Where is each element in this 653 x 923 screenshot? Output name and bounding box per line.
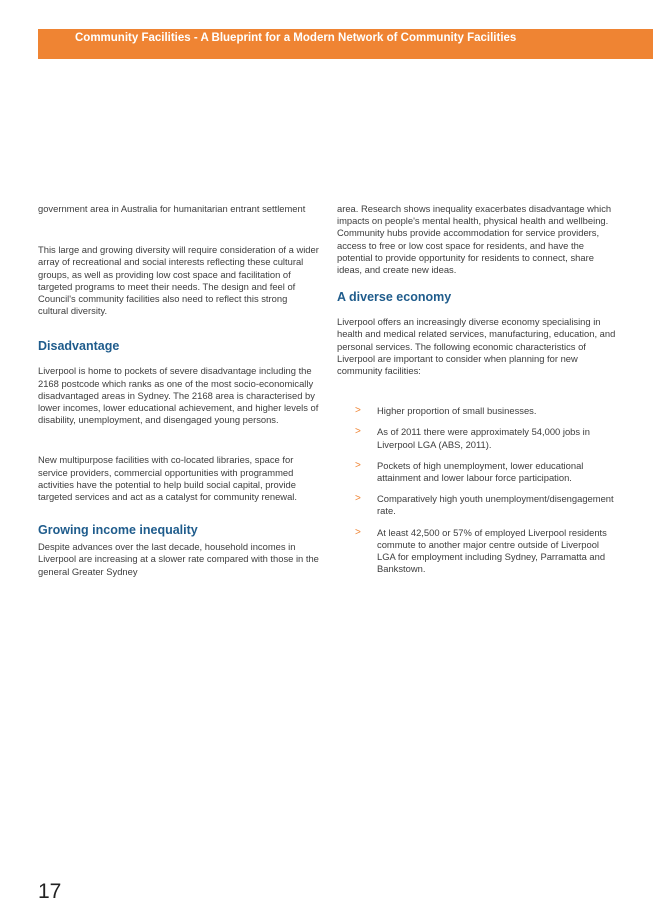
bullet-item [337,405,619,417]
bullet-text: Comparatively high youth unemployment/disengagement rate. [377,493,614,517]
disadvantage-heading: Disadvantage [38,339,120,354]
income-heading: Growing income inequality [38,523,198,538]
chevron-right-icon: > [355,426,361,438]
bullet-text: Pockets of high unemployment, lower educational attainment and lower labour force participation. [377,459,584,484]
economy-para: Liverpool offers an increasingly diverse economy specialising in health and medical related services, manufacturing, education, and personal services. The following economic characteristics of Liverpool are important to consider when planning for new community facilities: [337,316,616,377]
page-number: 17 [38,880,62,903]
bullet-text: As of 2011 there were approximately 54,000 jobs in Liverpool LGA (ABS, 2011). [377,426,590,450]
bullet-item [337,460,619,484]
right-para-1: area. Research shows inequality exacerbates disadvantage which impacts on people's mental health, physical health and wellbeing. Community hubs provide accommodation for service providers, access to free or low cost space for residents, and have the potential to provide opportunity for residents to connect, share ideas, and create new ideas. [337,203,612,276]
disadvantage-para-1: Liverpool is home to pockets of severe disadvantage including the 2168 postcode which ranks as one of the most socio-economically disadvantaged areas in Sydney. The 2168 area is characterised by lower incomes, lower educational achievement, and higher levels of disability, unemployment, and disengaged young persons. [38,365,319,426]
header-bar [38,29,653,59]
economy-bullet-list [337,405,619,575]
bullet-item [337,426,619,450]
bullet-text: At least 42,500 or 57% of employed Liverpool residents commute to another major centre outside of Liverpool LGA for employment including Sydney, Parramatta and Bankstown. [377,526,607,575]
economy-heading: A diverse economy [337,290,452,305]
header-title: Community Facilities - A Blueprint for a Modern Network of Community Facilities [75,32,517,44]
chevron-right-icon: > [355,526,361,538]
chevron-right-icon: > [355,459,361,471]
left-column [38,203,320,578]
bullet-item [337,527,619,576]
right-column [337,203,619,575]
chevron-right-icon: > [355,405,361,417]
bullet-text: Higher proportion of small businesses. [377,405,537,417]
bullet-item [337,493,619,517]
chevron-right-icon: > [355,493,361,505]
income-para: Despite advances over the last decade, household incomes in Liverpool are increasing at a slower rate compared with those in the general Greater Sydney [38,541,319,577]
left-para-1: government area in Australia for humanitarian entrant settlement [38,203,306,214]
left-para-2: This large and growing diversity will require consideration of a wider array of recreational and social interests reflecting these cultural groups, as well as providing low cost space and facilitation of targeted programs to meet their needs. The design and feel of Council's community facilities also need to reflect this strong cultural diversity. [38,244,319,317]
disadvantage-para-2: New multipurpose facilities with co-located libraries, space for service providers, commercial opportunities with programmed activities have the potential to help build social capital, provide targeted services and act as a catalyst for community renewal. [38,454,297,503]
